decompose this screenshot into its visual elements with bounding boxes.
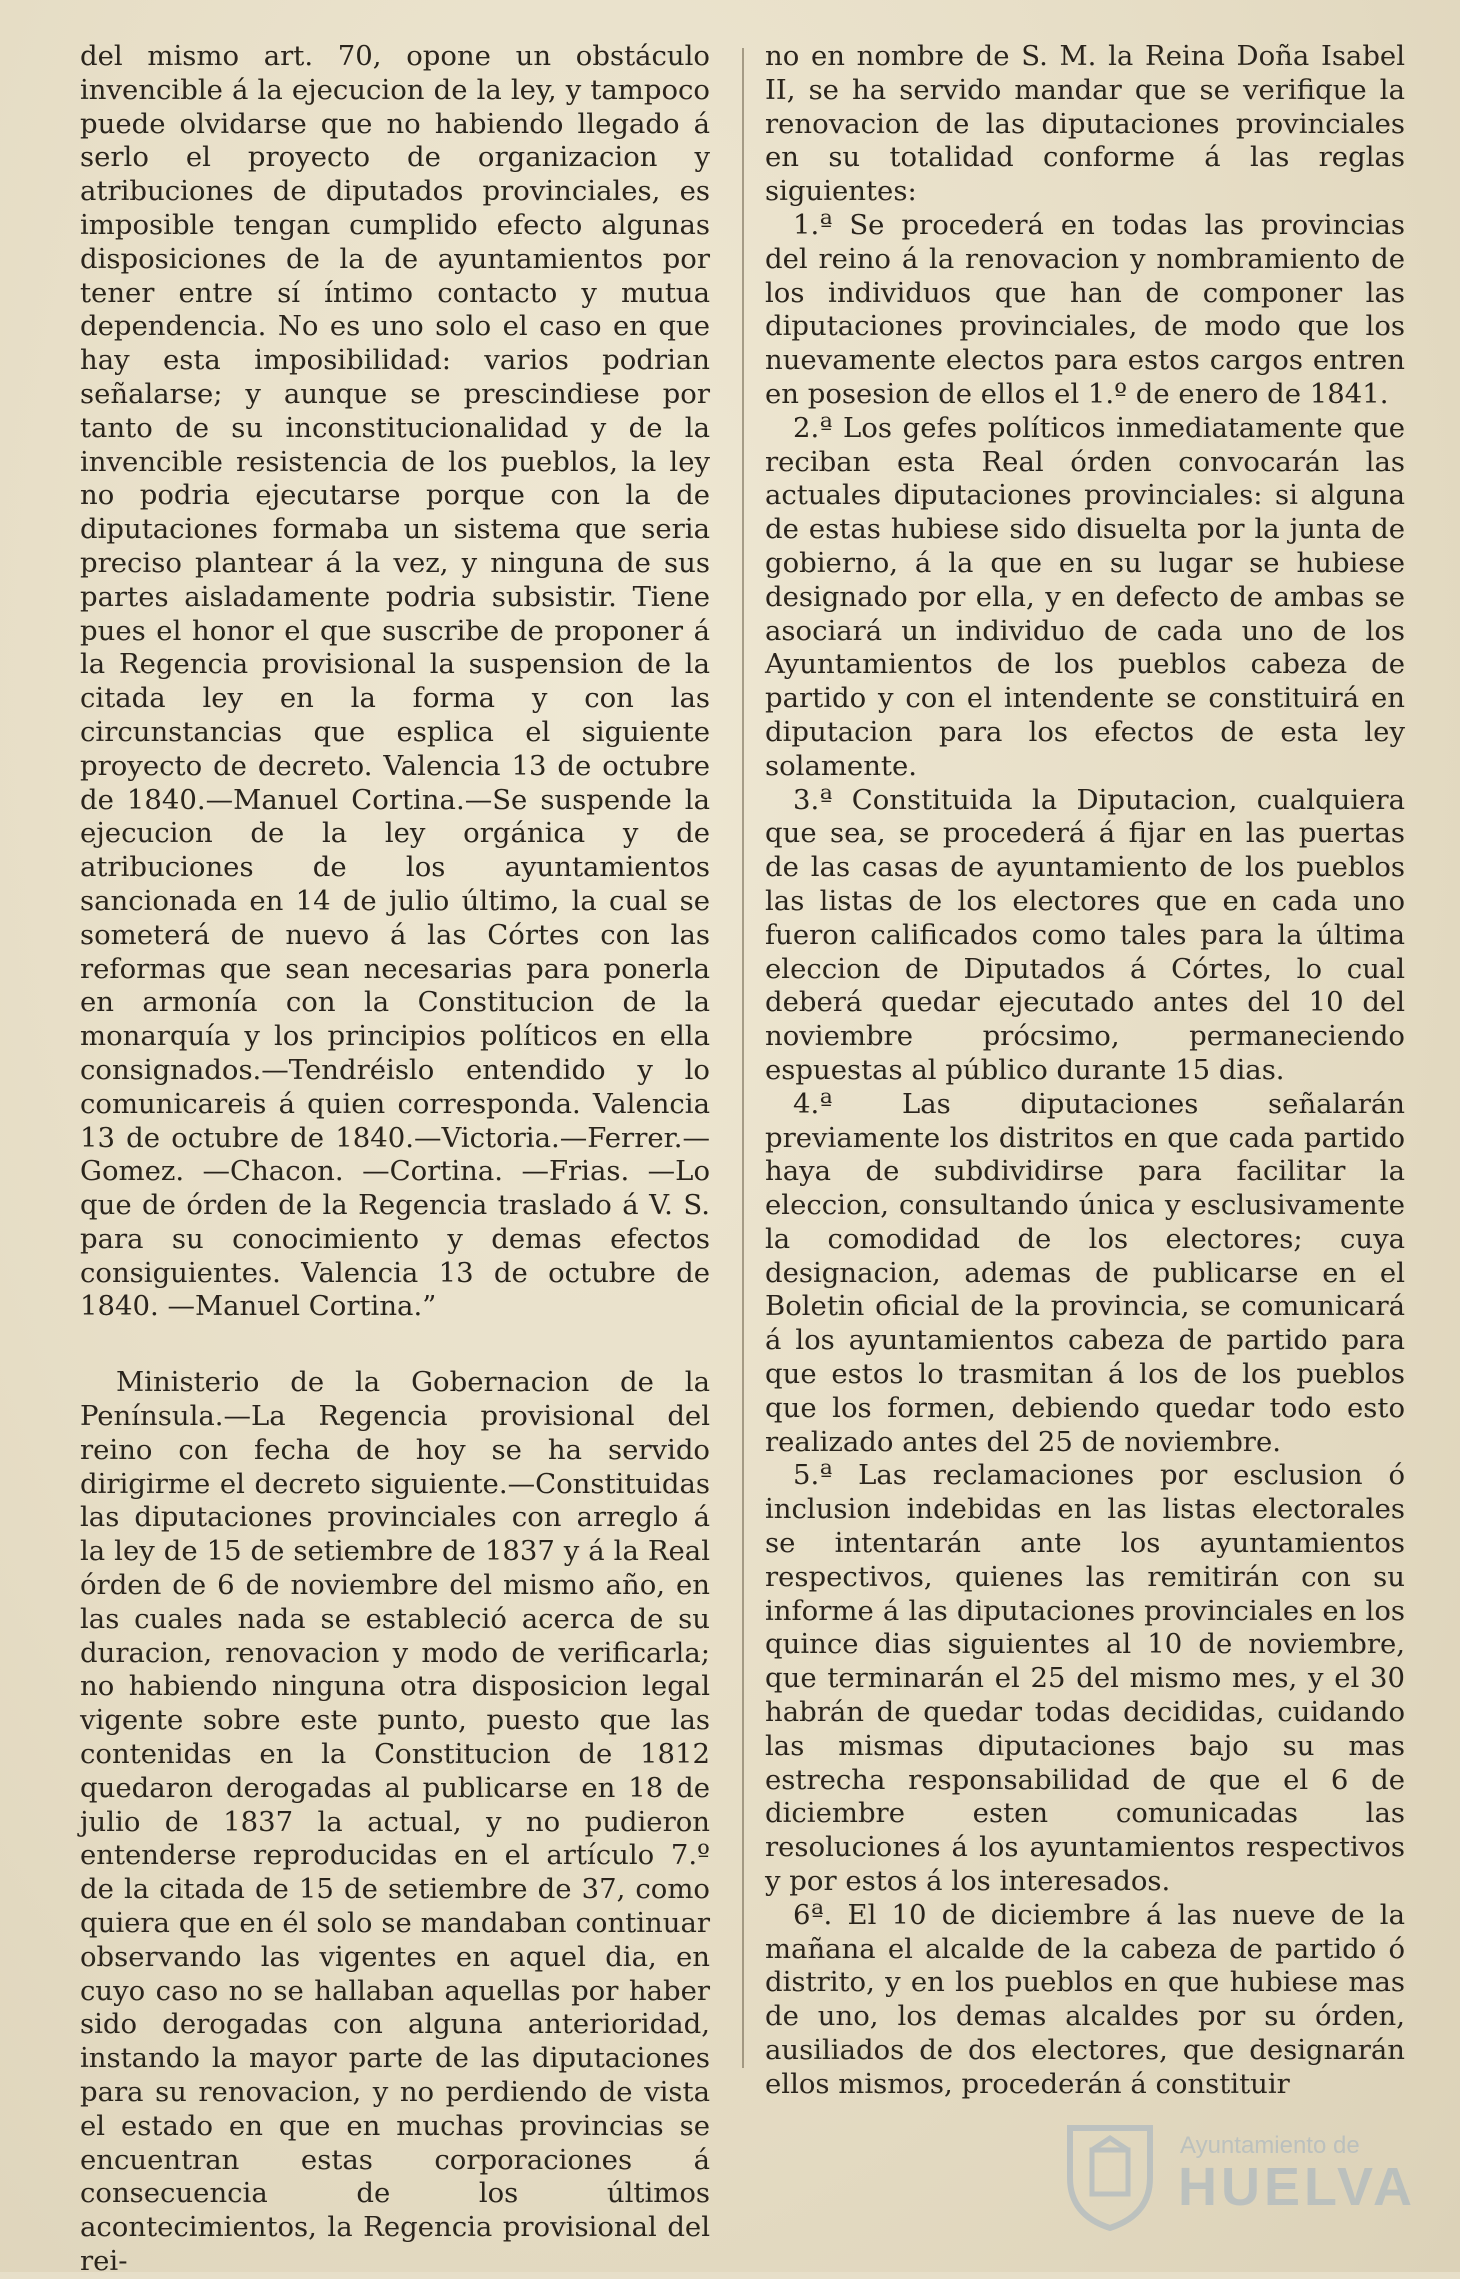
rule-1-paragraph: 1.ª Se procederá en todas las provincias del reino á la renovacion y nombramiento de los individuos que han de componer las diputaciones provinciales, de modo que los nuevamente electos para estos cargos entren en posesion de ellos el 1.º de enero de 1841.	[765, 208, 1405, 410]
watermark-line-1: Ayuntamiento de	[1180, 2132, 1360, 2159]
rule-2-paragraph: 2.ª Los gefes políticos inmediatamente que reciban esta Real órden convocarán las actuales diputaciones provinciales: si alguna de estas hubiese sido disuelta por la junta de gobierno, á la que en su lugar se hubiese designado por ella, y en defecto de ambas se asociará un individuo de cada uno de los Ayuntamientos de los pueblos cabeza de partido y con el intendente se constituirá en diputacion para los efectos de esta ley solamente.	[765, 411, 1405, 782]
left-column	[80, 40, 710, 2279]
ayuntamiento-huelva-watermark	[1060, 2120, 1420, 2240]
column-divider	[742, 48, 744, 2068]
rule-3-paragraph: 3.ª Constituida la Diputacion, cualquiera que sea, se procederá á fijar en las puertas de las casas de ayuntamiento de los pueblos las listas de los electores que en cada uno fueron calificados como tales para la última eleccion de Diputados á Córtes, lo cual deberá quedar ejecutado antes del 10 del noviembre prócsimo, permaneciendo espuestas al público durante 15 dias.	[765, 783, 1405, 1086]
right-paragraph-0: no en nombre de S. M. la Reina Doña Isabel II, se ha servido mandar que se verifique la renovacion de las diputaciones provinciales en su totalidad conforme á las reglas siguientes:	[765, 40, 1405, 208]
rule-4-paragraph: 4.ª Las diputaciones señalarán previamente los distritos en que cada partido haya de subdividirse para facilitar la eleccion, consultando única y esclusivamente la comodidad de los electores; cuya designacion, ademas de publicarse en el Boletin oficial de la provincia, se comunicará á los ayuntamientos cabeza de partido para que estos lo trasmitan á los de los pueblos que los formen, debiendo quedar todo esto realizado antes del 25 de noviembre.	[765, 1087, 1405, 1458]
left-paragraph-2: Ministerio de la Gobernacion de la Península.—La Regencia provisional del reino con fecha de hoy se ha servido dirigirme el decreto siguiente.—Constituidas las diputaciones provinciales con arreglo á la ley de 15 de setiembre de 1837 y á la Real órden de 6 de noviembre del mismo año, en las cuales nada se estableció acerca de su duracion, renovacion y modo de verificarla; no habiendo ninguna otra disposicion legal vigente sobre este punto, puesto que las contenidas en la Constitucion de 1812 quedaron derogadas al publicarse en 18 de julio de 1837 la actual, y no pudieron entenderse reproducidas en el artículo 7.º de la citada de 15 de setiembre de 37, como quiera que en él solo se mandaban continuar observando las vigentes en aquel dia, en cuyo caso no se hallaban aquellas por haber sido derogadas con alguna anterioridad, instando la mayor parte de las diputaciones para su renovacion, y no perdiendo de vista el estado en que en muchas provincias se encuentran estas corporaciones á consecuencia de los últimos acontecimientos, la Regencia provisional del rei-	[80, 1366, 710, 2277]
rule-6-paragraph: 6ª. El 10 de diciembre á las nueve de la mañana el alcalde de la cabeza de partido ó distrito, y en los pueblos en que hubiese mas de uno, los demas alcaldes por su órden, ausiliados de dos electores, que designarán ellos mismos, procederán á constituir	[765, 1898, 1405, 2100]
paragraph-gap	[80, 1324, 710, 1366]
left-paragraph-1: del mismo art. 70, opone un obstáculo invencible á la ejecucion de la ley, y tampoco puede olvidarse que no habiendo llegado á serlo el proyecto de organizacion y atribuciones de diputados provinciales, es imposible tengan cumplido efecto algunas disposiciones de la de ayuntamientos por tener entre sí íntimo contacto y mutua dependencia. No es uno solo el caso en que hay esta imposibilidad: varios podrian señalarse; y aunque se prescindiese por tanto de su inconstitucionalidad y de la invencible resistencia de los pueblos, la ley no podria ejecutarse porque con la de diputaciones formaba un sistema que seria preciso plantear á la vez, y ninguna de sus partes aisladamente podria subsistir. Tiene pues el honor el que suscribe de proponer á la Regencia provisional la suspension de la citada ley en la forma y con las circunstancias que esplica el siguiente proyecto de decreto. Valencia 13 de octubre de 1840.—Manuel Cortina.—Se suspende la ejecucion de la ley orgánica y de atribuciones de los ayuntamientos sancionada en 14 de julio último, la cual se someterá de nuevo á las Córtes con las reformas que sean necesarias para ponerla en armonía con la Constitucion de la monarquía y los principios políticos en ella consignados.—Tendréislo entendido y lo comunicareis á quien corresponda. Valencia 13 de octubre de 1840.—Victoria.—Ferrer.—Gomez. —Chacon. —Cortina. —Frias. —Lo que de órden de la Regencia traslado á V. S. para su conocimiento y demas efectos consiguientes. Valencia 13 de octubre de 1840. —Manuel Cortina.”	[80, 40, 710, 1323]
right-column	[765, 40, 1405, 2102]
rule-5-paragraph: 5.ª Las reclamaciones por esclusion ó inclusion indebidas en las listas electorales se intentarán ante los ayuntamientos respectivos, quienes las remitirán con su informe á las diputaciones provinciales en los quince dias siguientes al 10 de noviembre, que terminarán el 25 del mismo mes, y el 30 habrán de quedar todas decididas, cuidando las mismas diputaciones bajo su mas estrecha responsabilidad de que el 6 de diciembre esten comunicadas las resoluciones á los ayuntamientos respectivos y por estos á los interesados.	[765, 1459, 1405, 1898]
city-shield-icon	[1060, 2120, 1160, 2232]
watermark-line-2: HUELVA	[1178, 2157, 1416, 2217]
